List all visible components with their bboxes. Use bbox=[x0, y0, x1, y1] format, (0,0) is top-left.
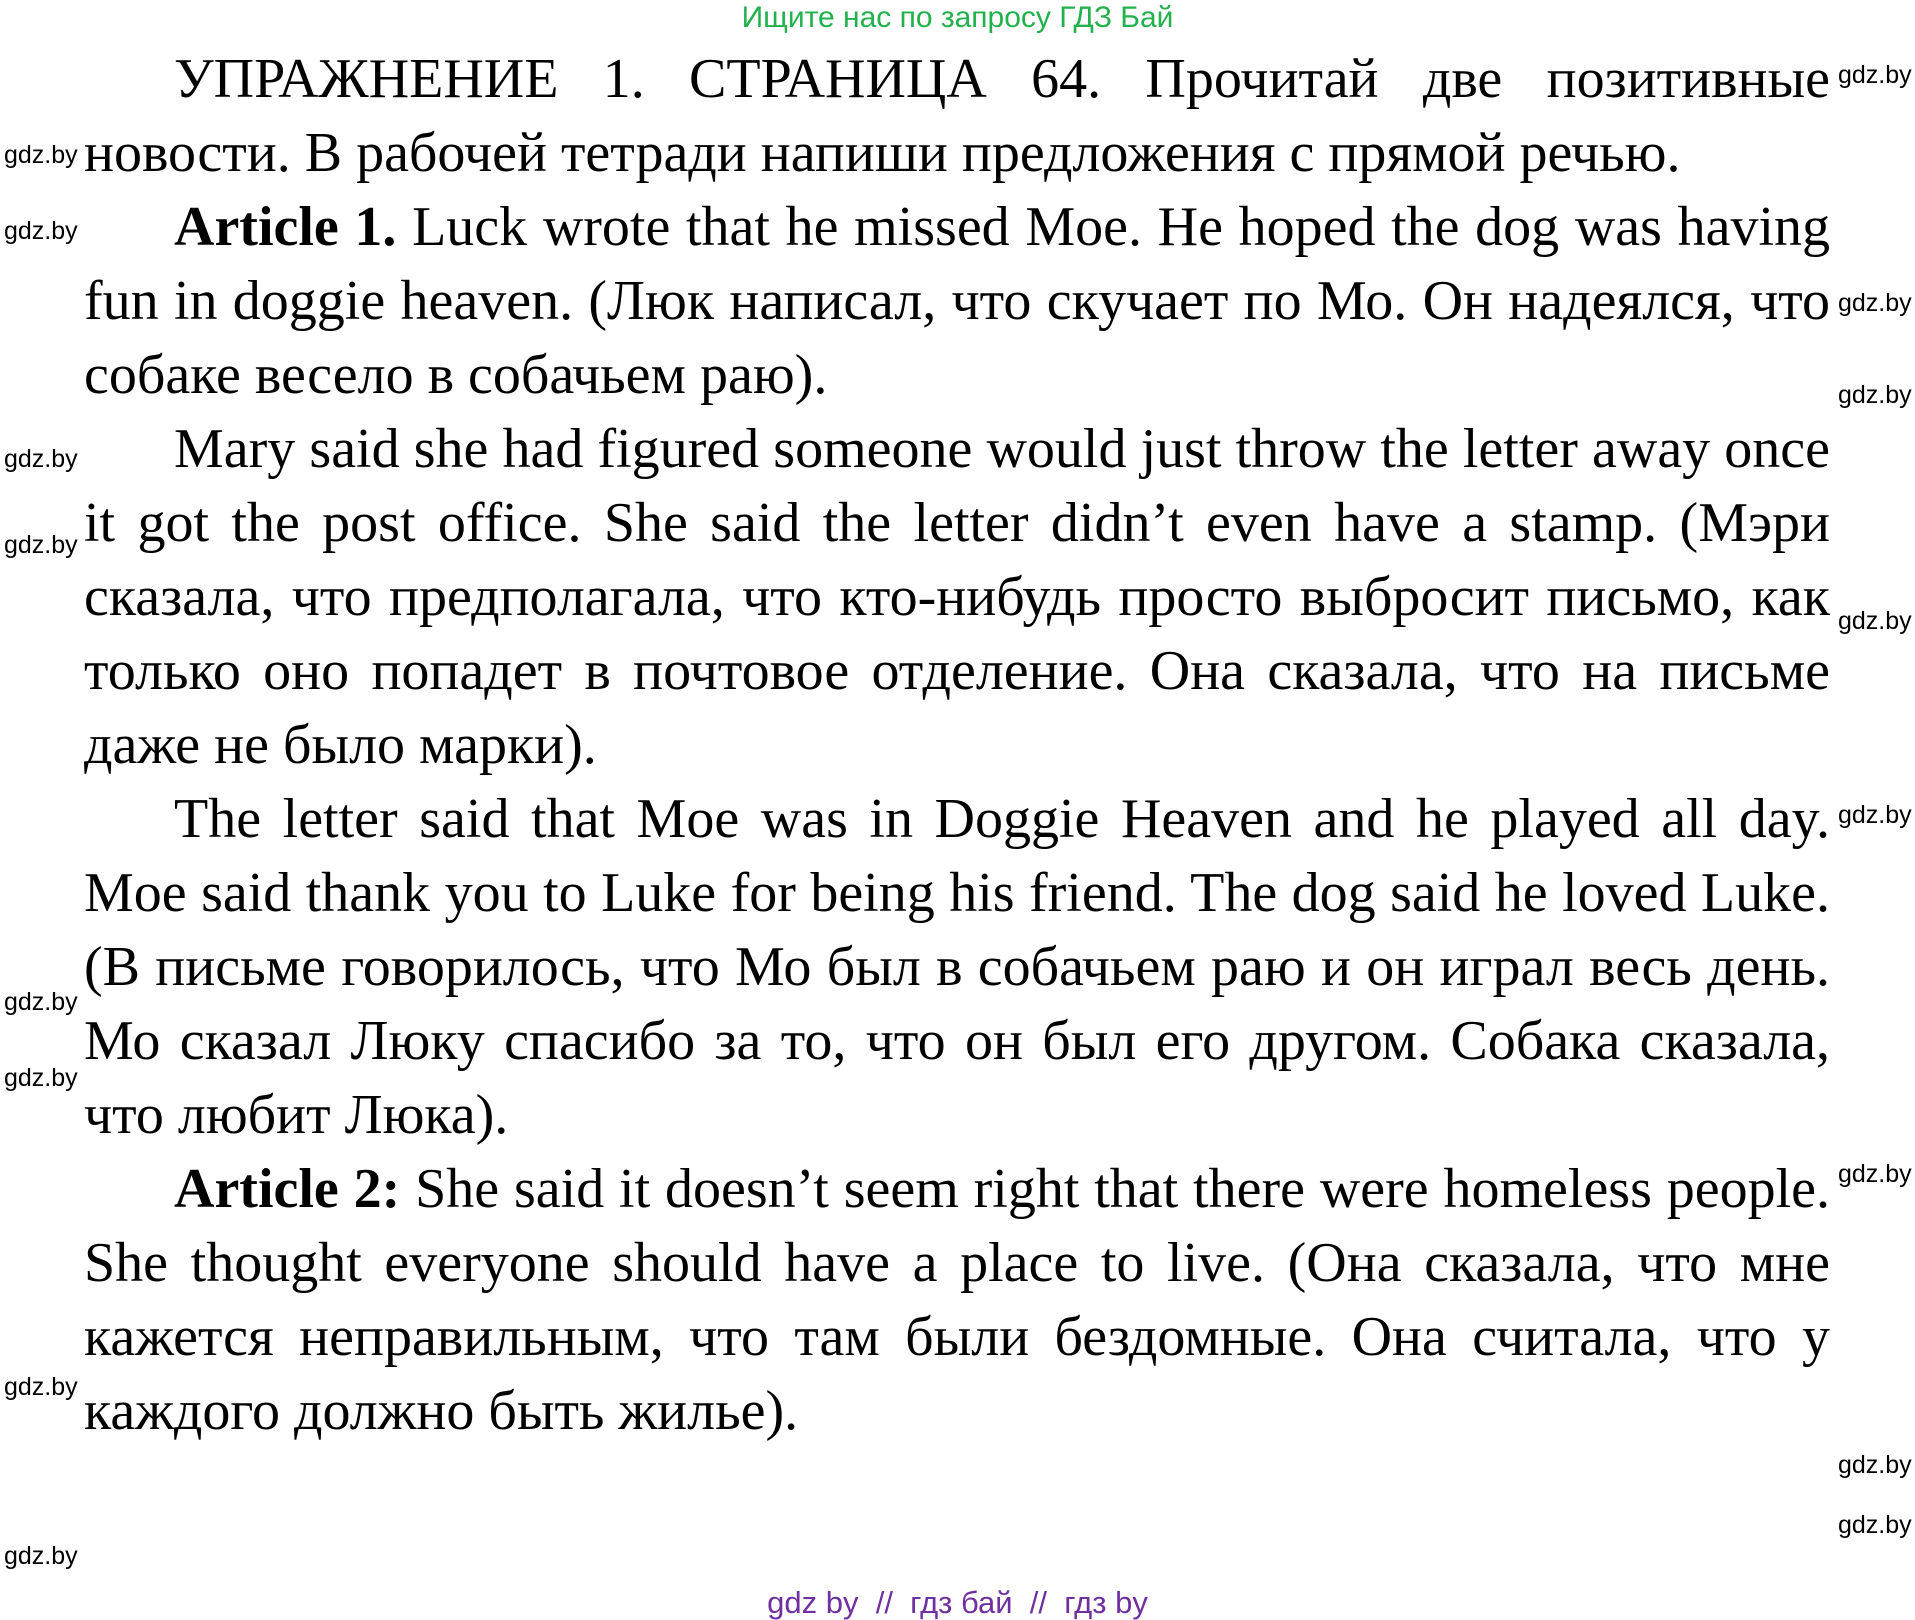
watermark: gdz.by bbox=[4, 531, 78, 559]
watermark: gdz.by bbox=[4, 217, 78, 245]
watermark: gdz.by bbox=[4, 1064, 78, 1092]
watermark: gdz.by bbox=[1838, 801, 1912, 829]
exercise-heading bbox=[84, 42, 1830, 190]
watermark: gdz.by bbox=[1838, 1511, 1912, 1539]
top-banner: Ищите нас по запросу ГДЗ Бай bbox=[741, 1, 1174, 34]
article-2-paragraph bbox=[84, 1152, 1830, 1448]
watermark: gdz.by bbox=[1838, 607, 1912, 635]
watermark: gdz.by bbox=[4, 445, 78, 473]
exercise-text bbox=[84, 42, 1830, 1448]
heading-text: УПРАЖНЕНИЕ 1. СТРАНИЦА 64. Прочитай две позитивные новости. В рабочей тетради напиши предложения с прямой речью. bbox=[84, 48, 1830, 184]
watermark: gdz.by bbox=[4, 1542, 78, 1570]
paragraph-text: She said it doesn’t seem right that there were homeless people. She thought everyone should have a place to live. (Она сказала, что мне кажется неправильным, что там были бездомные. Она считала, что у каждого должно быть жилье). bbox=[84, 1158, 1831, 1442]
bottom-banner bbox=[0, 1586, 1915, 1620]
article-1-label: Article 1. bbox=[174, 196, 397, 258]
watermark: gdz.by bbox=[1838, 1160, 1912, 1188]
watermark: gdz.by bbox=[1838, 381, 1912, 409]
paragraph-text: Mary said she had figured someone would just throw the letter away once it got the post office. She said the letter didn’t even have a stamp. (Мэри сказала, что предполагала, что кто-нибудь просто выбросит письмо, как только оно попадет в почтовое отделение. Она сказала, что на письме даже не было марки). bbox=[84, 418, 1830, 776]
mary-paragraph bbox=[84, 412, 1830, 782]
letter-paragraph bbox=[84, 782, 1830, 1152]
watermark: gdz.by bbox=[1838, 61, 1912, 89]
watermark: gdz.by bbox=[4, 988, 78, 1016]
watermark: gdz.by bbox=[4, 1373, 78, 1401]
paragraph-text: The letter said that Moe was in Doggie Heaven and he played all day. Moe said thank you to Luke for being his friend. The dog said he loved Luke. (В письме говорилось, что Мо был в собачьем раю и он играл весь день. Мо сказал Люку спасибо за то, что он был его другом. Собака сказала, что любит Люка). bbox=[84, 788, 1830, 1146]
watermark: gdz.by bbox=[1838, 1451, 1912, 1479]
bottom-banner-text: gdz by // гдз бай // гдз by bbox=[767, 1585, 1148, 1620]
paragraph-text: Luck wrote that he missed Moe. He hoped the dog was having fun in doggie heaven. (Люк написал, что скучает по Мо. Он надеялся, что собаке весело в собачьем раю). bbox=[84, 196, 1830, 406]
article-2-label: Article 2: bbox=[174, 1158, 401, 1220]
watermark: gdz.by bbox=[4, 141, 78, 169]
watermark: gdz.by bbox=[1838, 289, 1912, 317]
article-1-paragraph bbox=[84, 190, 1830, 412]
